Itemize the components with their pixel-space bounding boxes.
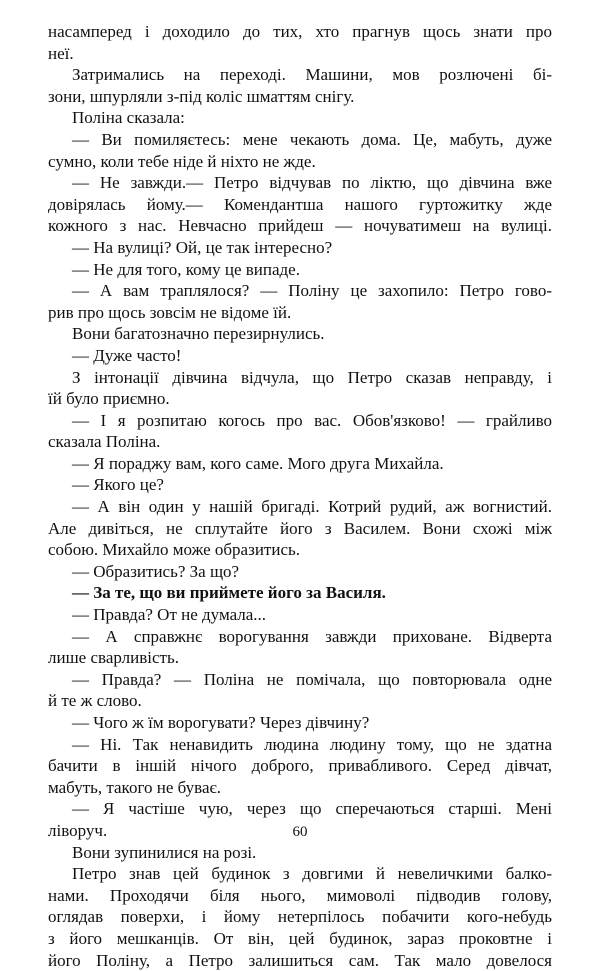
text-line: нами. Проходячи біля нього, мимоволі підводив голову, — [48, 885, 552, 905]
text-line: — Ви помиляєтесь: мене чекають дома. Це, мабуть, дуже — [72, 129, 552, 149]
text-line: зони, шпурляли з-під коліс шматтям снігу. — [48, 86, 355, 106]
text-line: ліворуч. — [48, 820, 108, 840]
text-line: — Я частіше чую, через що сперечаються старші. Мені — [72, 799, 552, 819]
text-line: — А вам траплялося? — Поліну це захопило: Петро гово- — [72, 281, 552, 301]
text-line: сумно, коли тебе ніде й ніхто не жде. — [48, 151, 316, 171]
text-line: — Я пораджу вам, кого саме. Мого друга Михайла. — [72, 453, 444, 473]
text-line: й те ж слово. — [48, 691, 142, 711]
text-line: сказала Поліна. — [48, 432, 161, 452]
text-line: — Правда? От не думала... — [72, 605, 267, 625]
text-line: Але дивіться, не сплутайте його з Василем. Вони схожі між — [48, 518, 552, 538]
text-line: — Чого ж їм ворогувати? Через дівчину? — [72, 713, 370, 732]
text-line: насамперед і доходило до тих, хто прагнув щось знати про — [48, 22, 552, 41]
text-line: собою. Михайло може образитись. — [48, 540, 300, 560]
text-line: лише сварливість. — [48, 648, 179, 668]
text-line: мабуть, такого не буває. — [48, 777, 222, 797]
text-line: — Дуже часто! — [72, 345, 182, 365]
text-line: — Правда? — Поліна не помічала, що повторювала одне — [72, 669, 552, 689]
text-line: Вони зупинилися на розі. — [72, 842, 257, 862]
text-line: його Поліну, а Петро залишиться сам. Так мало довелося — [48, 950, 552, 970]
text-line: з його мешканців. От він, цей будинок, зараз проковтне і — [48, 928, 552, 948]
text-line: рив про щось зовсім не відоме їй. — [48, 302, 292, 322]
text-line: бачити в іншій нічого доброго, привабливого. Серед дівчат, — [48, 756, 552, 776]
text-line: неї. — [48, 43, 74, 63]
text-line: кожного з нас. Невчасно прийдеш — ночуватимеш на вулиці. — [48, 216, 552, 236]
text-line: — Образитись? За що? — [72, 561, 240, 581]
text-line: — За те, що ви приймете його за Василя. — [72, 583, 386, 603]
text-line: — Не для того, кому це випаде. — [72, 259, 300, 279]
text-line: довірялась йому.— Комендантша нашого гуртожитку жде — [48, 194, 552, 214]
text-line: — Ні. Так ненавидить людина людину тому, що не здатна — [72, 734, 552, 754]
text-line: оглядав поверхи, і йому нетерпілось побачити кого-небудь — [48, 907, 552, 927]
text-line: — І я розпитаю когось про вас. Обов'язково! — грайливо — [72, 410, 552, 430]
text-line: — А він один у нашій бригаді. Котрий рудий, аж вогнистий. — [72, 497, 552, 517]
text-line: З інтонації дівчина відчула, що Петро сказав неправду, і — [72, 367, 552, 387]
text-line: Вони багатозначно перезирнулись. — [72, 324, 325, 344]
text-line: — На вулиці? Ой, це так інтересно? — [72, 237, 333, 257]
text-line: — А справжнє ворогування завжди приховане. Відверта — [72, 626, 552, 646]
text-line: їй було приємно. — [48, 389, 170, 409]
text-line: — Якого це? — [72, 475, 164, 495]
text-line: — Не завжди.— Петро відчував по ліктю, що дівчина вже — [72, 173, 552, 193]
text-line: Поліна сказала: — [72, 108, 185, 128]
text-line: Затримались на переході. Машини, мов розлючені бі- — [72, 65, 552, 85]
page-number: 60 — [292, 824, 308, 840]
text-line: Петро знав цей будинок з довгими й невеличкими балко- — [72, 864, 552, 884]
